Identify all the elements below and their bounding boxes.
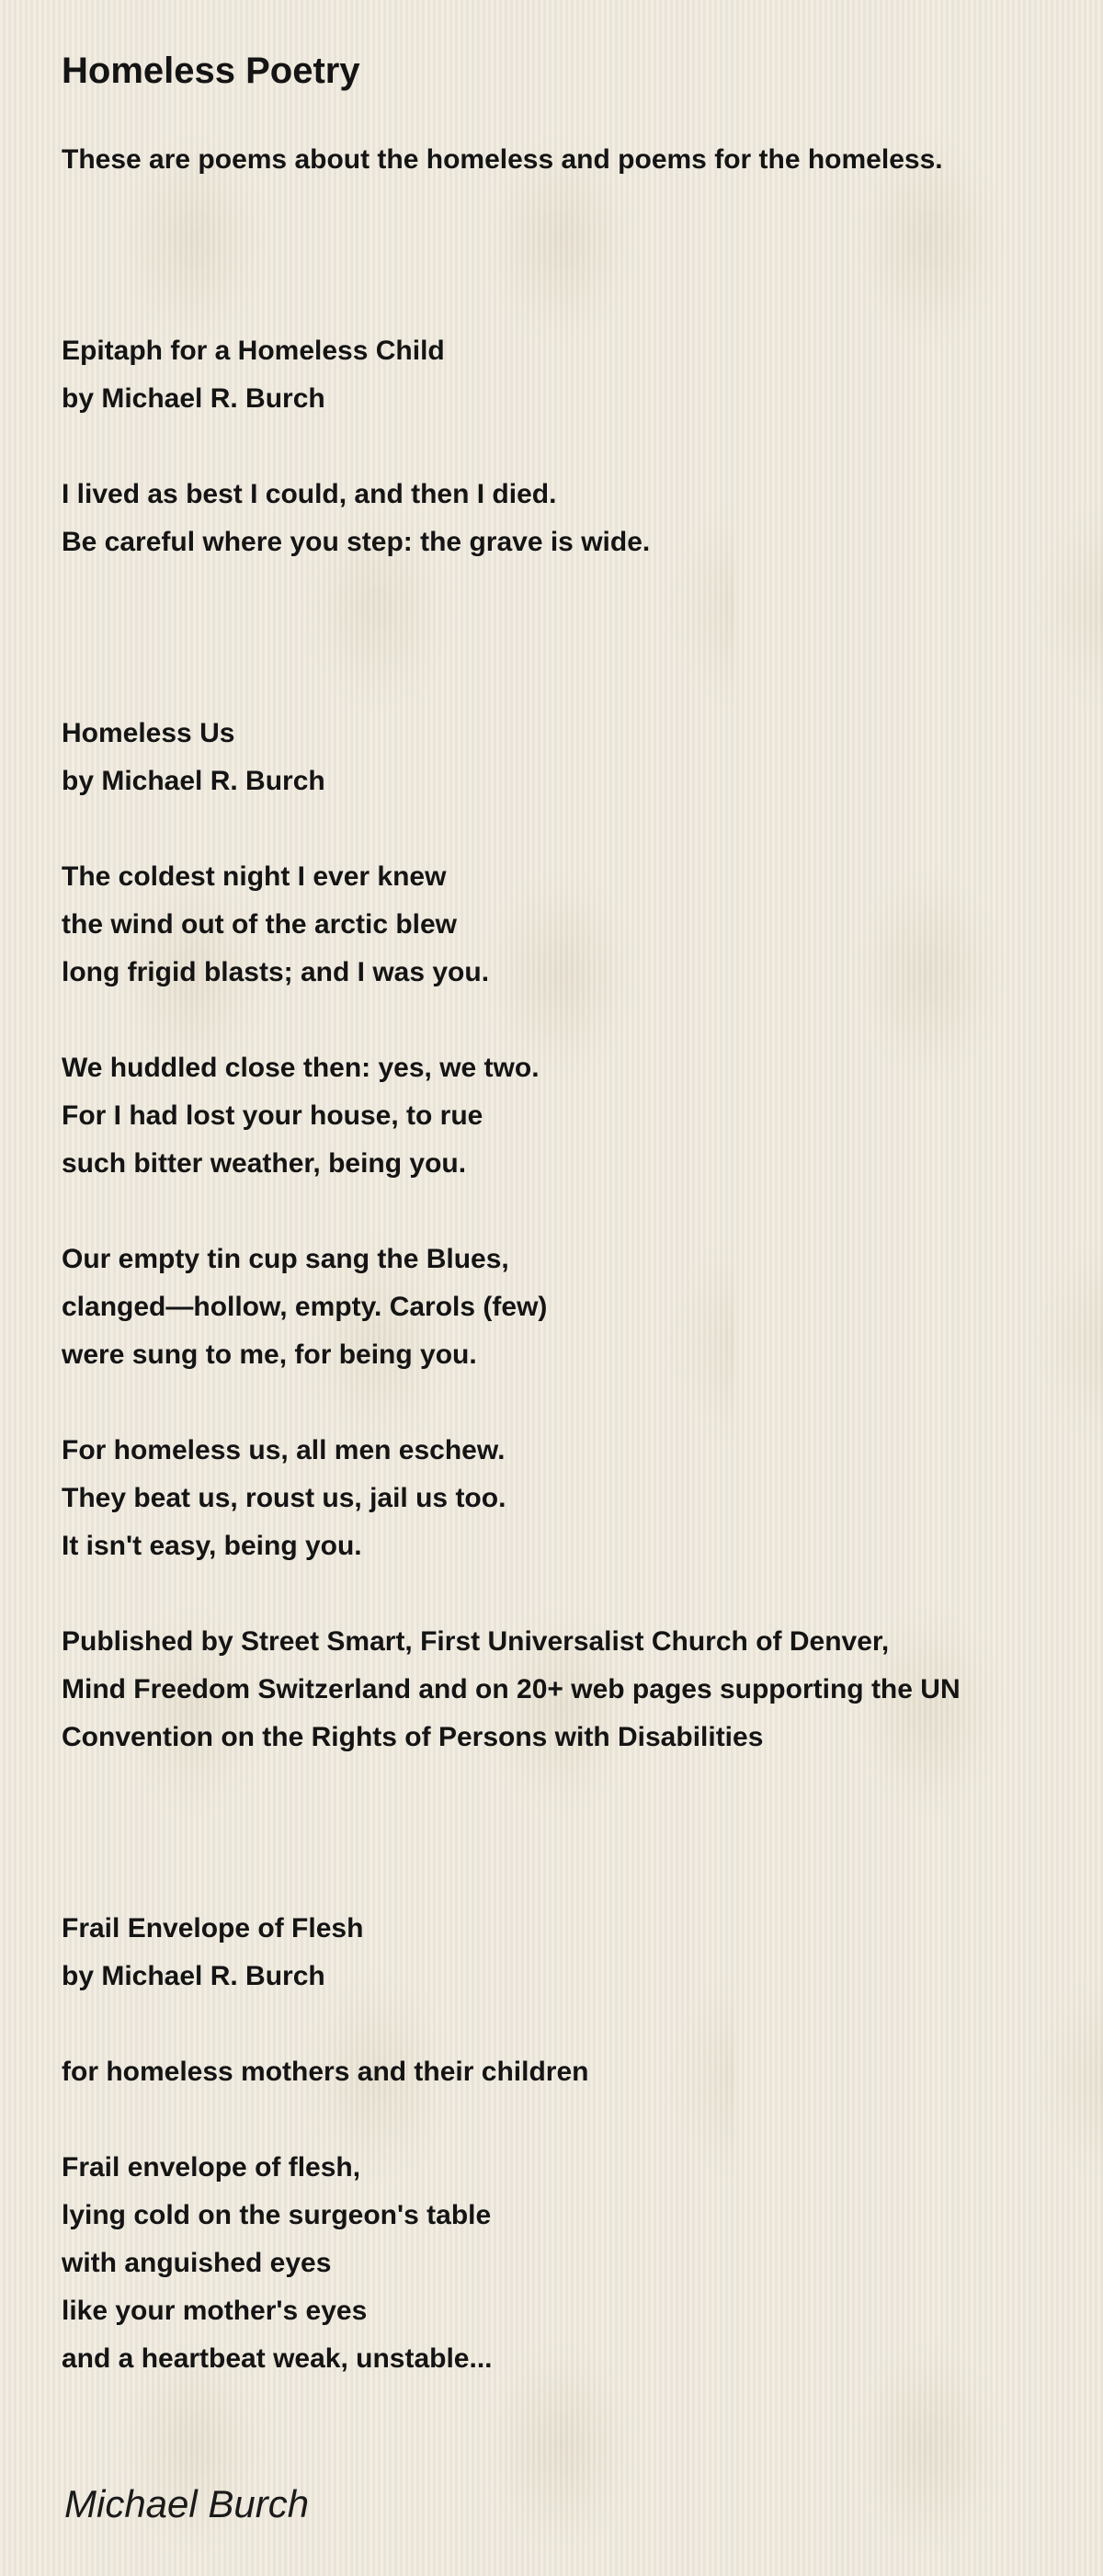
poem-line: with anguished eyes: [62, 2248, 332, 2278]
poem-title: Epitaph for a Homeless Child: [62, 336, 445, 366]
page-title: Homeless Poetry: [62, 51, 360, 91]
poem-line: Our empty tin cup sang the Blues,: [62, 1244, 509, 1274]
poem-line: For homeless us, all men eschew.: [62, 1435, 506, 1465]
poem-line: and a heartbeat weak, unstable...: [62, 2343, 493, 2374]
poem-line: They beat us, roust us, jail us too.: [62, 1483, 506, 1513]
author-signature: Michael Burch: [64, 2482, 310, 2525]
poem-line: Frail envelope of flesh,: [62, 2152, 361, 2183]
poem-line: The coldest night I ever knew: [62, 861, 447, 892]
poem-author: by Michael R. Burch: [62, 766, 325, 796]
poem-title: Homeless Us: [62, 718, 235, 748]
poem-line: I lived as best I could, and then I died.: [62, 479, 557, 509]
publication-note: Convention on the Rights of Persons with Disabilities: [62, 1722, 764, 1752]
poem-author: by Michael R. Burch: [62, 383, 325, 414]
poem-line: [62, 997, 1045, 1044]
poem-epitaph-for-a-homeless-child: [62, 327, 1045, 566]
page-intro: These are poems about the homeless and poems for the homeless.: [62, 144, 943, 175]
poem-title: Frail Envelope of Flesh: [62, 1913, 364, 1943]
poem-homeless-us: [62, 710, 1045, 1761]
poem-dedication: for homeless mothers and their children: [62, 2057, 589, 2087]
poem-frail-envelope-of-flesh: [62, 1905, 1045, 2383]
poem-line: clanged—hollow, empty. Carols (few): [62, 1292, 548, 1322]
poem-line: For I had lost your house, to rue: [62, 1100, 483, 1131]
poem-line: [62, 1188, 1045, 1236]
poem-line: lying cold on the surgeon's table: [62, 2200, 492, 2230]
poem-line: We huddled close then: yes, we two.: [62, 1053, 540, 1083]
poem-line: long frigid blasts; and I was you.: [62, 957, 490, 987]
poem-line: Be careful where you step: the grave is wide.: [62, 527, 651, 557]
poem-line: It isn't easy, being you.: [62, 1531, 362, 1561]
poem-author: by Michael R. Burch: [62, 1961, 325, 1991]
poem-line: were sung to me, for being you.: [62, 1339, 477, 1370]
poem-line: [62, 2000, 1045, 2048]
poem-line: [62, 423, 1045, 471]
poem-line: [62, 1379, 1045, 1427]
poem-line: such bitter weather, being you.: [62, 1148, 467, 1179]
poem-line: [62, 2096, 1045, 2144]
poem-line: [62, 805, 1045, 853]
publication-note: Mind Freedom Switzerland and on 20+ web pages supporting the UN: [62, 1674, 961, 1704]
poem-line: [62, 1570, 1045, 1618]
publication-note: Published by Street Smart, First Universalist Church of Denver,: [62, 1626, 890, 1657]
poetry-page: [62, 48, 1045, 2526]
poem-line: like your mother's eyes: [62, 2296, 368, 2326]
poem-line: the wind out of the arctic blew: [62, 909, 458, 940]
